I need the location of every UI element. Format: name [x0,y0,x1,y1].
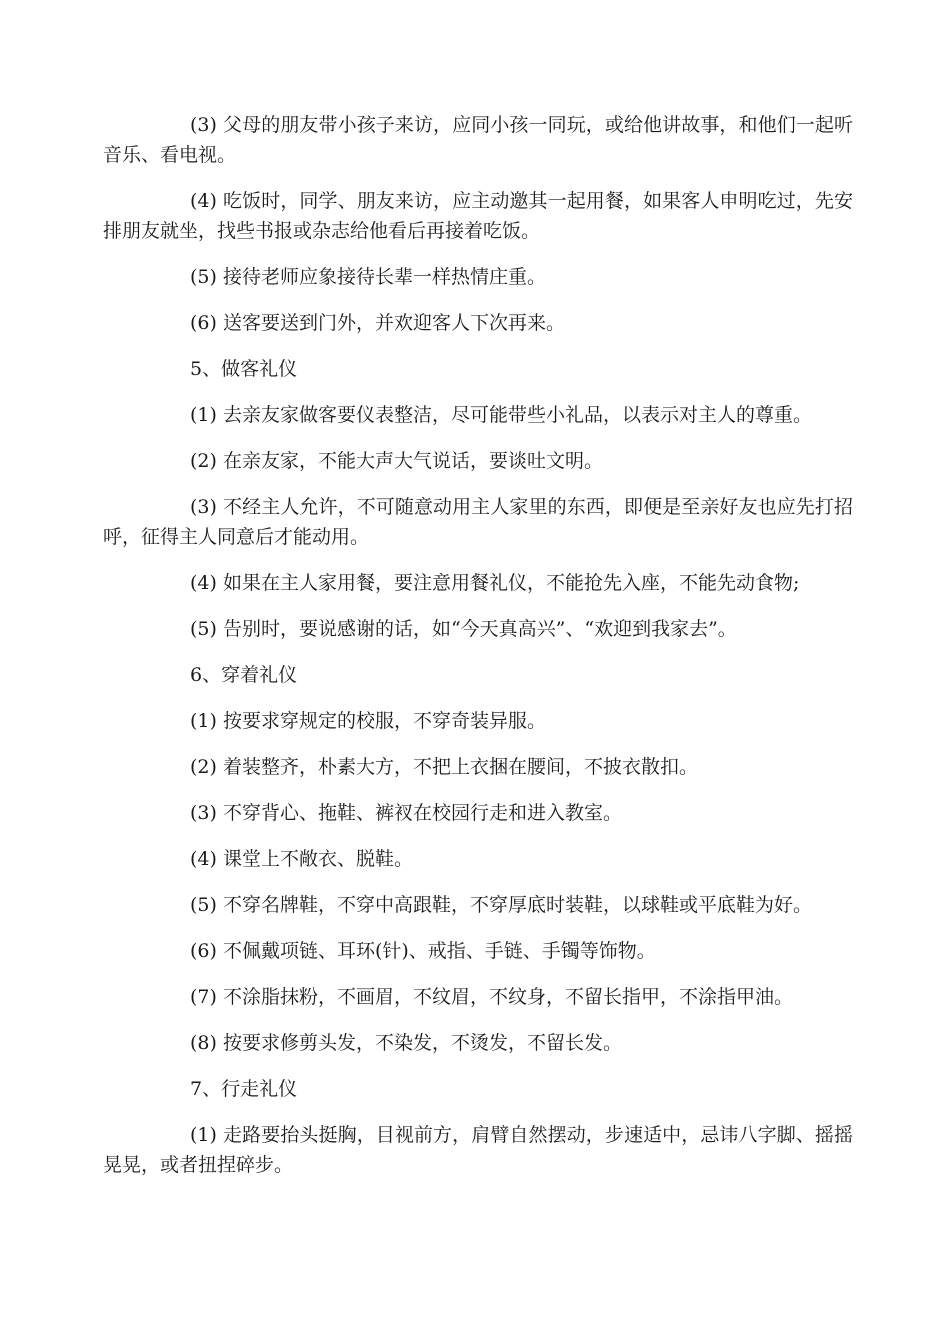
paragraph-item-2: (2) 着装整齐，朴素大方，不把上衣捆在腰间，不披衣散扣。 [190,756,698,778]
paragraph-item-4: (4) 如果在主人家用餐，要注意用餐礼仪，不能抢先入座，不能先动食物; [190,572,800,594]
paragraph-item-7: (7) 不涂脂抹粉，不画眉，不纹眉，不纹身，不留长指甲，不涂指甲油。 [190,986,793,1008]
paragraph-item-4: (4) 吃饭时，同学、朋友来访，应主动邀其一起用餐，如果客人申明吃过，先安排朋友就坐，找些书报或杂志给他看后再接着吃饭。 [103,190,853,242]
paragraph-item-1: (1) 按要求穿规定的校服，不穿奇装异服。 [190,710,546,732]
paragraph-item-1: (1) 去亲友家做客要仪表整洁，尽可能带些小礼品，以表示对主人的尊重。 [190,404,812,426]
paragraph-item-5: (5) 不穿名牌鞋，不穿中高跟鞋，不穿厚底时装鞋，以球鞋或平底鞋为好。 [190,894,812,916]
paragraph-item-3: (3) 不经主人允许，不可随意动用主人家里的东西，即便是至亲好友也应先打招呼，征得主人同意后才能动用。 [103,496,853,548]
section-heading-visiting: 5、做客礼仪 [190,358,298,380]
paragraph-item-6: (6) 送客要送到门外，并欢迎客人下次再来。 [190,312,565,334]
paragraph-item-5: (5) 接待老师应象接待长辈一样热情庄重。 [190,266,546,288]
paragraph-item-3: (3) 不穿背心、拖鞋、裤衩在校园行走和进入教室。 [190,802,622,824]
paragraph-item-6: (6) 不佩戴项链、耳环(针)、戒指、手链、手镯等饰物。 [190,940,656,962]
paragraph-item-3: (3) 父母的朋友带小孩子来访，应同小孩一同玩，或给他讲故事，和他们一起听音乐、看电视。 [103,114,853,166]
paragraph-item-1: (1) 走路要抬头挺胸，目视前方，肩臂自然摆动，步速适中，忌讳八字脚、摇摇晃晃，或者扭捏碎步。 [103,1124,853,1176]
section-heading-dressing: 6、穿着礼仪 [190,664,298,686]
paragraph-item-2: (2) 在亲友家，不能大声大气说话，要谈吐文明。 [190,450,603,472]
document-page [103,110,853,1196]
paragraph-item-5: (5) 告别时，要说感谢的话，如“今天真高兴”、“欢迎到我家去”。 [190,618,737,640]
paragraph-item-4: (4) 课堂上不敞衣、脱鞋。 [190,848,413,870]
section-heading-walking: 7、行走礼仪 [190,1078,298,1100]
paragraph-item-8: (8) 按要求修剪头发，不染发，不烫发，不留长发。 [190,1032,622,1054]
